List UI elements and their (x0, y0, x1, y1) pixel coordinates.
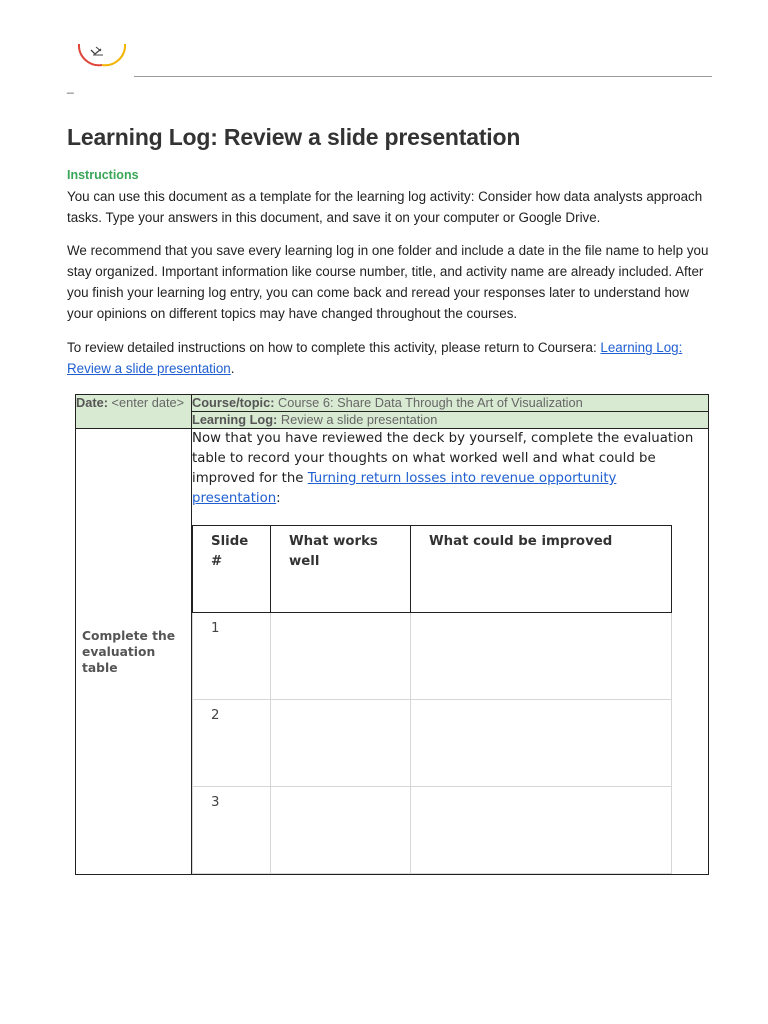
paragraph-3-text: To review detailed instructions on how to complete this activity, please return to Coursera: (67, 340, 601, 355)
learning-log-table (75, 394, 709, 875)
could-improve-cell[interactable] (411, 787, 672, 874)
course-topic-cell (192, 395, 709, 412)
page-title: Learning Log: Review a slide presentation (67, 124, 521, 150)
evaluation-table (192, 525, 672, 874)
evaluation-instructions (192, 429, 708, 509)
slide-number-cell: 2 (193, 700, 271, 787)
table-row (193, 787, 672, 874)
presentation-link[interactable]: Turning return losses into revenue opportunity presentation (192, 471, 617, 506)
learning-log-cell (192, 412, 709, 429)
logo-icon (76, 38, 128, 68)
column-header-slide: Slide # (193, 526, 271, 613)
instructions-paragraph-3 (67, 337, 717, 379)
slide-number-cell: 3 (193, 787, 271, 874)
table-row (193, 700, 672, 787)
works-well-cell[interactable] (271, 787, 411, 874)
paragraph-3-period: . (230, 361, 235, 376)
evaluation-cell (192, 429, 709, 875)
could-improve-cell[interactable] (411, 613, 672, 700)
course-topic-value: Course 6: Share Data Through the Art of Visualization (274, 395, 583, 410)
works-well-cell[interactable] (271, 700, 411, 787)
instructions-heading: Instructions (67, 168, 139, 182)
course-topic-label: Course/topic: (192, 395, 275, 410)
header-dash: _ (67, 80, 74, 94)
evaluation-text: Now that you have reviewed the deck by yourself, complete the evaluation table to record your thoughts on what worked well and what could be improved for the (192, 431, 694, 486)
evaluation-label: Complete the evaluation table (76, 429, 192, 875)
works-well-cell[interactable] (271, 613, 411, 700)
header-divider (134, 76, 712, 77)
learning-log-label: Learning Log: (192, 412, 278, 427)
instructions-paragraph-1: You can use this document as a template for the learning log activity: Consider how data analysts approach tasks. Type your answers in this document, and save it on your computer or Google Drive. (67, 189, 703, 225)
date-label: Date: (76, 395, 108, 410)
instructions-paragraph-2: We recommend that you save every learning log in one folder and include a date in the file name to help you stay organized. Important information like course number, title, and activity name are already included. After you finish your learning log entry, you can come back and reread your responses later to understand how your opinions on different topics may have changed throughout the courses. (67, 243, 709, 321)
slide-number-cell: 1 (193, 613, 271, 700)
date-value: <enter date> (108, 395, 185, 410)
learning-log-value: Review a slide presentation (277, 412, 438, 427)
evaluation-colon: : (276, 491, 281, 506)
coursera-activity-link[interactable]: Learning Log: Review a slide presentation (67, 340, 683, 376)
evaluation-header-row (193, 526, 672, 613)
date-cell[interactable] (76, 395, 192, 429)
table-row (193, 613, 672, 700)
column-header-improved: What could be improved (411, 526, 672, 613)
could-improve-cell[interactable] (411, 700, 672, 787)
column-header-works-well: What works well (271, 526, 411, 613)
